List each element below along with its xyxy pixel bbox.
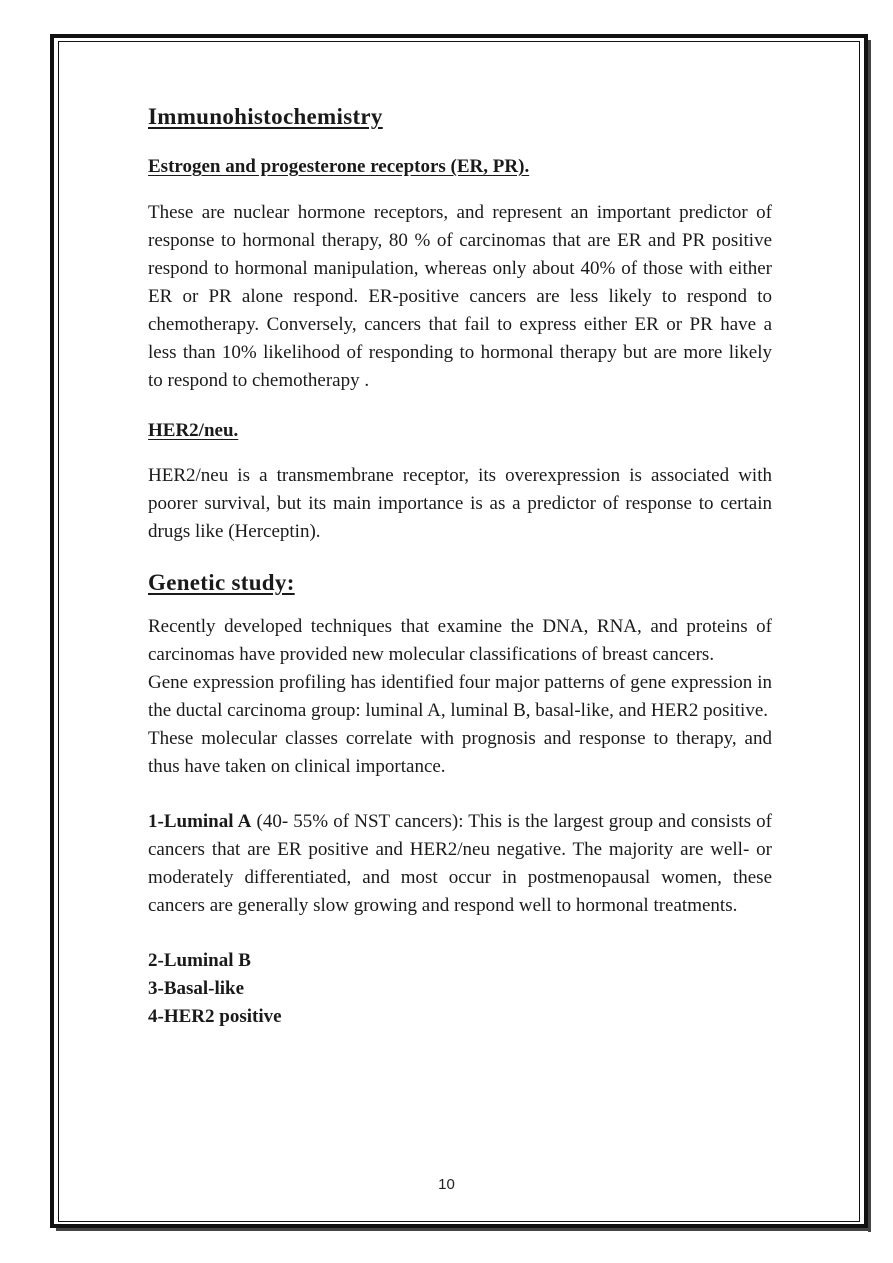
page-border-shadow xyxy=(56,1228,871,1231)
luminal-a-text: (40- 55% of NST cancers): This is the largest group and consists of cancers that are ER positive and HER2/neu negative. The majority are well- or moderately differentiated, and most occur in postmenopausal women, these cancers are generally slow growing and respond well to hormonal treatments. xyxy=(148,811,772,916)
subheading-er-pr: Estrogen and progesterone receptors (ER, PR). xyxy=(148,156,530,177)
page-border-shadow xyxy=(868,40,871,1232)
luminal-a-label: 1-Luminal A xyxy=(148,811,252,832)
subheading-her2: HER2/neu. xyxy=(148,420,239,441)
list-item: 4-HER2 positive xyxy=(148,1006,282,1027)
subtype-list xyxy=(148,947,772,1031)
list-item: 3-Basal-like xyxy=(148,978,245,999)
paragraph-luminal-a xyxy=(148,808,772,920)
paragraph-gene-expression: Gene expression profiling has identified four major patterns of gene expression in the ductal carcinoma group: luminal A, luminal B, basal-like, and HER2 positive. xyxy=(148,672,772,721)
paragraph-genetic-intro: Recently developed techniques that examine the DNA, RNA, and proteins of carcinomas have provided new molecular classifications of breast cancers. xyxy=(148,616,772,665)
paragraph-her2: HER2/neu is a transmembrane receptor, its overexpression is associated with poorer survival, but its main importance is as a predictor of response to certain drugs like (Herceptin). xyxy=(148,465,772,542)
paragraph-molecular-classes: These molecular classes correlate with prognosis and response to therapy, and thus have taken on clinical importance. xyxy=(148,728,772,777)
list-item: 2-Luminal B xyxy=(148,950,251,971)
section-title-genetic-study: Genetic study: xyxy=(148,570,295,595)
page-number: 10 xyxy=(438,1176,455,1193)
section-title-immunohistochemistry: Immunohistochemistry xyxy=(148,104,383,129)
page-content xyxy=(148,104,772,1031)
paragraph-er-pr: These are nuclear hormone receptors, and represent an important predictor of response to hormonal therapy, 80 % of carcinomas that are ER and PR positive respond to hormonal manipulation, whereas only about 40% of those with either ER or PR alone respond. ER-positive cancers are less likely to respond to chemotherapy. Conversely, cancers that fail to express either ER or PR have a less than 10% likelihood of responding to hormonal therapy but are more likely to respond to chemotherapy . xyxy=(148,202,772,391)
